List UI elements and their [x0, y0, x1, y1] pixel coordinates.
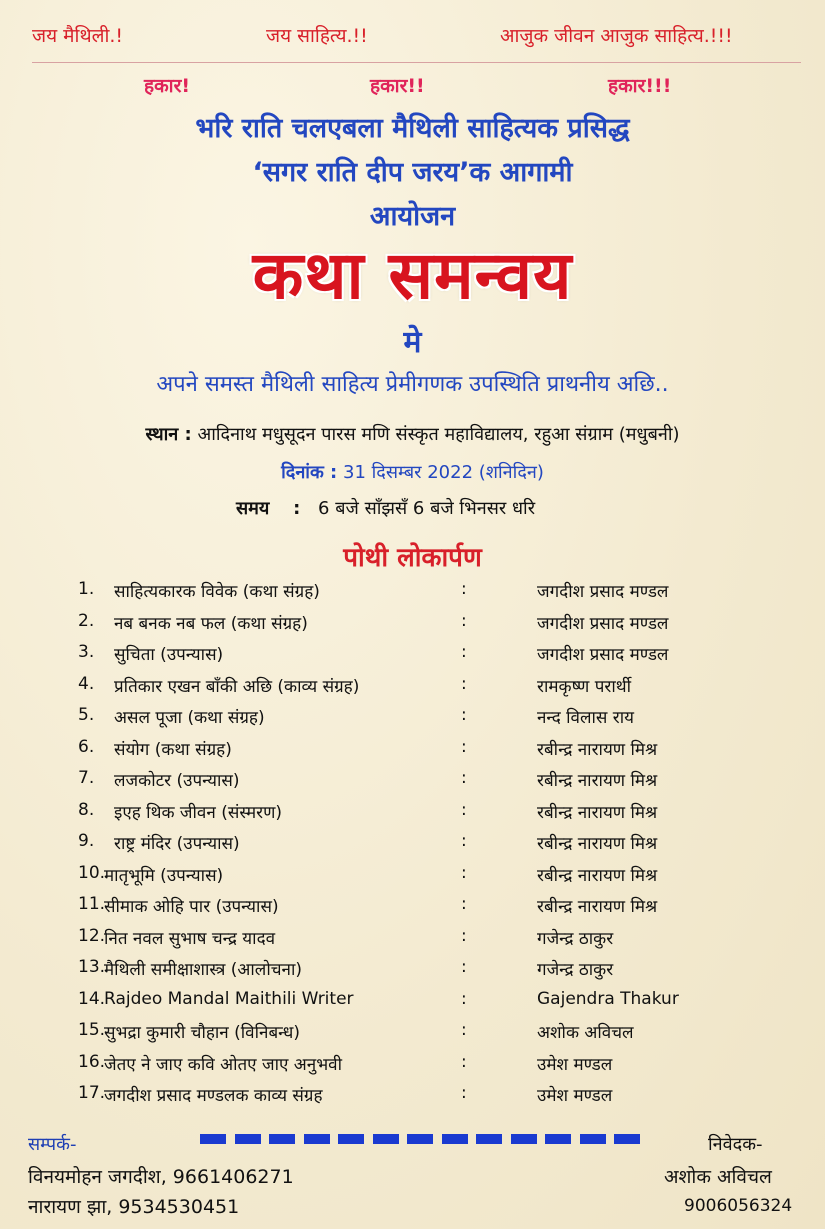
book-separator: : [461, 673, 467, 694]
book-title: प्रतिकार एखन बाँकी अछि (काव्य संग्रह) [114, 676, 360, 697]
book-author: गजेन्द्र ठाकुर [537, 960, 614, 980]
book-title: मैथिली समीक्षाशास्त्र (आलोचना) [104, 960, 302, 980]
book-title: जेतए ने जाए कवि ओतए जाए अनुभवी [104, 1054, 343, 1075]
time-line [236, 496, 535, 520]
book-author: जगदीश प्रसाद मण्डल [537, 645, 669, 665]
book-title: राष्ट्र मंदिर (उपन्यास) [114, 834, 240, 854]
book-title: साहित्यकारक विवेक (कथा संग्रह) [114, 582, 320, 602]
book-title: सुचिता (उपन्यास) [114, 645, 224, 665]
book-separator: : [461, 894, 467, 914]
book-separator: : [461, 1020, 467, 1040]
list-item [0, 957, 825, 988]
book-author: जगदीश प्रसाद मण्डल [537, 613, 669, 634]
hakar-3: हकार!!! [608, 75, 672, 97]
book-separator: : [461, 705, 467, 725]
book-title: सुभद्रा कुमारी चौहान (विनिबन्ध) [104, 1023, 300, 1043]
contact-1: विनयमोहन जगदीश, 9661406271 [28, 1166, 294, 1188]
book-author: उमेश मण्डल [537, 1086, 613, 1106]
book-author: रबीन्द्र नारायण मिश्र [537, 897, 658, 917]
book-title: नित नवल सुभाष चन्द्र यादव [104, 928, 276, 949]
book-number: 6. [78, 736, 95, 757]
book-separator: : [461, 988, 467, 1009]
date-label: दिनांक : [281, 462, 338, 483]
book-number: 15. [78, 1020, 106, 1040]
date-value: 31 दिसम्बर 2022 (शनिदिन) [343, 462, 544, 483]
book-separator: : [461, 736, 467, 757]
book-number: 3. [78, 642, 95, 662]
book-author: रबीन्द्र नारायण मिश्र [537, 771, 658, 791]
intro-line-3: आयोजन [369, 201, 456, 232]
intro-line-1: भरि राति चलएबला मैथिली साहित्यक प्रसिद्ध [195, 113, 630, 144]
book-author: नन्द विलास राय [537, 708, 635, 728]
book-list [0, 579, 825, 1114]
list-item [0, 705, 825, 736]
book-separator: : [461, 925, 467, 946]
date-line [0, 460, 825, 484]
time-value: 6 बजे साँझसँ 6 बजे भिनसर धरि [318, 498, 536, 519]
book-number: 11. [78, 894, 106, 914]
book-number: 14. [78, 988, 106, 1009]
hakar-1: हकार! [144, 75, 191, 97]
list-item [0, 1052, 825, 1083]
book-title: मातृभूमि (उपन्यास) [104, 865, 224, 886]
contact-label: सम्पर्क- [28, 1134, 77, 1155]
invitation-text: अपने समस्त मैथिली साहित्य प्रेमीगणक उपस्थिति प्राथनीय अछि.. [156, 372, 669, 397]
list-item [0, 611, 825, 642]
section-title: पोथी लोकार्पण [343, 543, 482, 573]
list-item [0, 800, 825, 831]
book-number: 13. [78, 957, 106, 977]
list-item [0, 579, 825, 610]
book-author: उमेश मण्डल [537, 1054, 613, 1075]
top-line-left: जय मैथिली.! [32, 25, 124, 47]
book-author: रामकृष्ण परार्थी [537, 676, 632, 697]
book-title: सीमाक ओहि पार (उपन्यास) [104, 897, 279, 917]
book-separator: : [461, 862, 467, 883]
book-number: 9. [78, 831, 95, 851]
list-item [0, 926, 825, 957]
book-title: नब बनक नब फल (कथा संग्रह) [114, 613, 308, 634]
time-separator: : [293, 498, 301, 519]
book-title: Rajdeo Mandal Maithili Writer [104, 988, 354, 1009]
top-line-right: आजुक जीवन आजुक साहित्य.!!! [500, 25, 733, 47]
book-author: अशोक अविचल [537, 1023, 634, 1043]
list-item [0, 1020, 825, 1051]
list-item [0, 989, 825, 1020]
book-separator: : [461, 957, 467, 977]
book-separator: : [461, 768, 467, 788]
book-number: 12. [78, 925, 106, 946]
book-title: संयोग (कथा संग्रह) [114, 739, 232, 760]
list-item [0, 831, 825, 862]
top-line-middle: जय साहित्य.!! [266, 25, 368, 47]
book-title: इएह थिक जीवन (संस्मरण) [114, 802, 282, 823]
book-separator: : [461, 1051, 467, 1072]
book-number: 8. [78, 799, 95, 820]
requester-phone: 9006056324 [684, 1196, 793, 1216]
list-item [0, 894, 825, 925]
list-item [0, 1083, 825, 1114]
requester-name: अशोक अविचल [664, 1166, 772, 1188]
book-separator: : [461, 1083, 467, 1103]
book-title: जगदीश प्रसाद मण्डलक काव्य संग्रह [104, 1086, 323, 1106]
header-rule [32, 62, 801, 63]
book-author: Gajendra Thakur [537, 988, 679, 1009]
book-author: रबीन्द्र नारायण मिश्र [537, 802, 658, 823]
book-author: रबीन्द्र नारायण मिश्र [537, 739, 658, 760]
book-title: असल पूजा (कथा संग्रह) [114, 708, 265, 728]
book-number: 5. [78, 705, 95, 725]
book-separator: : [461, 579, 467, 599]
book-separator: : [461, 799, 467, 820]
venue-label: स्थान : [145, 424, 192, 445]
book-author: रबीन्द्र नारायण मिश्र [537, 865, 658, 886]
list-item [0, 674, 825, 705]
book-number: 10. [78, 862, 106, 883]
event-title: कथा समन्वय [252, 237, 573, 314]
book-number: 16. [78, 1051, 106, 1072]
requester-label: निवेदक- [708, 1134, 763, 1155]
dashed-divider [200, 1134, 640, 1146]
list-item [0, 768, 825, 799]
me-label: मे [403, 325, 422, 360]
book-number: 17. [78, 1083, 106, 1103]
book-separator: : [461, 642, 467, 662]
list-item [0, 863, 825, 894]
book-author: जगदीश प्रसाद मण्डल [537, 582, 669, 602]
book-number: 4. [78, 673, 95, 694]
list-item [0, 737, 825, 768]
book-number: 2. [78, 610, 95, 631]
intro-line-2: ‘सगर राति दीप जरय’क आगामी [252, 157, 573, 188]
hakar-2: हकार!! [370, 75, 425, 97]
list-item [0, 642, 825, 673]
book-title: लजकोटर (उपन्यास) [114, 771, 240, 791]
book-number: 7. [78, 768, 95, 788]
time-label: समय [236, 498, 270, 519]
book-author: रबीन्द्र नारायण मिश्र [537, 834, 658, 854]
book-separator: : [461, 610, 467, 631]
book-separator: : [461, 831, 467, 851]
book-number: 1. [78, 579, 95, 599]
venue-value: आदिनाथ मधुसूदन पारस मणि संस्कृत महाविद्यालय, रहुआ संग्राम (मधुबनी) [197, 424, 680, 445]
book-author: गजेन्द्र ठाकुर [537, 928, 614, 949]
contact-2: नारायण झा, 9534530451 [28, 1196, 240, 1218]
venue-line [0, 422, 825, 446]
